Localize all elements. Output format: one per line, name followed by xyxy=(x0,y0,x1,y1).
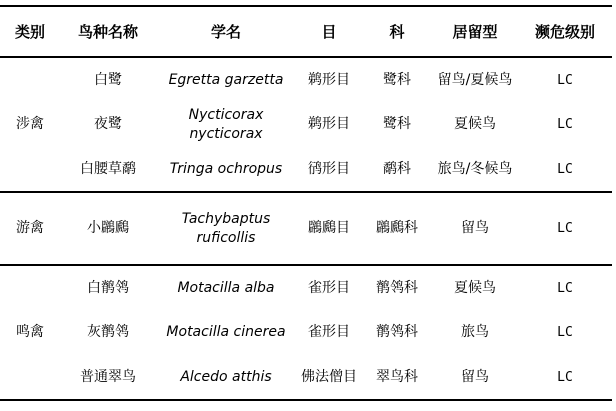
table-row xyxy=(0,355,612,400)
table-body xyxy=(0,57,612,400)
header-order: 目 xyxy=(321,23,337,41)
bird-species-table xyxy=(0,5,612,401)
table-row xyxy=(0,102,612,147)
family-cell: 鸊鷉科 xyxy=(376,220,418,236)
header-species-name: 鸟种名称 xyxy=(77,23,138,41)
status-cell: LC xyxy=(557,369,573,385)
header-scientific-name: 学名 xyxy=(210,23,241,41)
status-cell: LC xyxy=(557,161,573,177)
header-category: 类别 xyxy=(14,23,45,41)
family-cell: 鹡鸰科 xyxy=(376,324,418,340)
scientific-name-cell: Motacilla alba xyxy=(177,279,275,296)
table-row xyxy=(0,57,612,102)
table-row xyxy=(0,310,612,355)
order-cell: 佛法僧目 xyxy=(301,368,357,385)
residency-cell: 留鸟 xyxy=(461,368,489,385)
category-cell: 游禽 xyxy=(16,220,44,236)
residency-cell: 夏候鸟 xyxy=(454,279,496,296)
table-row xyxy=(0,147,612,192)
header-family: 科 xyxy=(389,23,405,41)
category-cell: 涉禽 xyxy=(16,116,44,132)
species-name-cell: 小鸊鷉 xyxy=(87,220,129,236)
species-name-cell: 夜鹭 xyxy=(94,116,122,132)
species-name-cell: 白鹡鸰 xyxy=(87,279,129,296)
header-row xyxy=(0,6,612,57)
order-cell: 鹈形目 xyxy=(308,116,350,132)
residency-cell: 夏候鸟 xyxy=(454,116,496,132)
table-row xyxy=(0,265,612,310)
order-cell: 鹈形目 xyxy=(308,71,350,88)
species-name-cell: 普通翠鸟 xyxy=(80,368,136,385)
order-cell: 鸊鷉目 xyxy=(308,220,350,236)
family-cell: 鹭科 xyxy=(383,71,411,88)
status-cell: LC xyxy=(557,280,573,296)
table-row xyxy=(0,192,612,265)
family-cell: 翠鸟科 xyxy=(376,368,418,385)
scientific-name-cell: Tachybaptus ruficollis xyxy=(181,210,271,246)
residency-cell: 旅鸟 xyxy=(461,324,489,340)
scientific-name-cell: Nycticorax nycticorax xyxy=(188,106,264,142)
species-name-cell: 白腰草鹬 xyxy=(80,160,136,177)
status-cell: LC xyxy=(557,72,573,88)
table-header xyxy=(0,6,612,57)
species-name-cell: 灰鹡鸰 xyxy=(87,324,129,340)
category-cell: 鸣禽 xyxy=(16,324,44,340)
residency-cell: 旅鸟/冬候鸟 xyxy=(437,160,513,177)
scientific-name-cell: Alcedo atthis xyxy=(180,368,272,385)
scientific-name-cell: Egretta garzetta xyxy=(168,71,284,88)
family-cell: 鹡鸰科 xyxy=(376,279,418,296)
order-cell: 雀形目 xyxy=(308,279,350,296)
status-cell: LC xyxy=(557,117,573,132)
bird-species-table-container xyxy=(0,5,612,401)
status-cell: LC xyxy=(557,325,573,340)
order-cell: 鸻形目 xyxy=(308,160,350,177)
family-cell: 鹭科 xyxy=(383,116,411,132)
scientific-name-cell: Tringa ochropus xyxy=(169,160,283,177)
residency-cell: 留鸟/夏候鸟 xyxy=(437,71,513,88)
species-name-cell: 白鹭 xyxy=(94,71,122,88)
header-residency: 居留型 xyxy=(452,23,498,41)
status-cell: LC xyxy=(557,221,573,236)
scientific-name-cell: Motacilla cinerea xyxy=(166,324,286,340)
family-cell: 鹬科 xyxy=(383,160,411,177)
header-status: 濒危级别 xyxy=(534,23,595,41)
order-cell: 雀形目 xyxy=(308,324,350,340)
residency-cell: 留鸟 xyxy=(461,220,489,236)
